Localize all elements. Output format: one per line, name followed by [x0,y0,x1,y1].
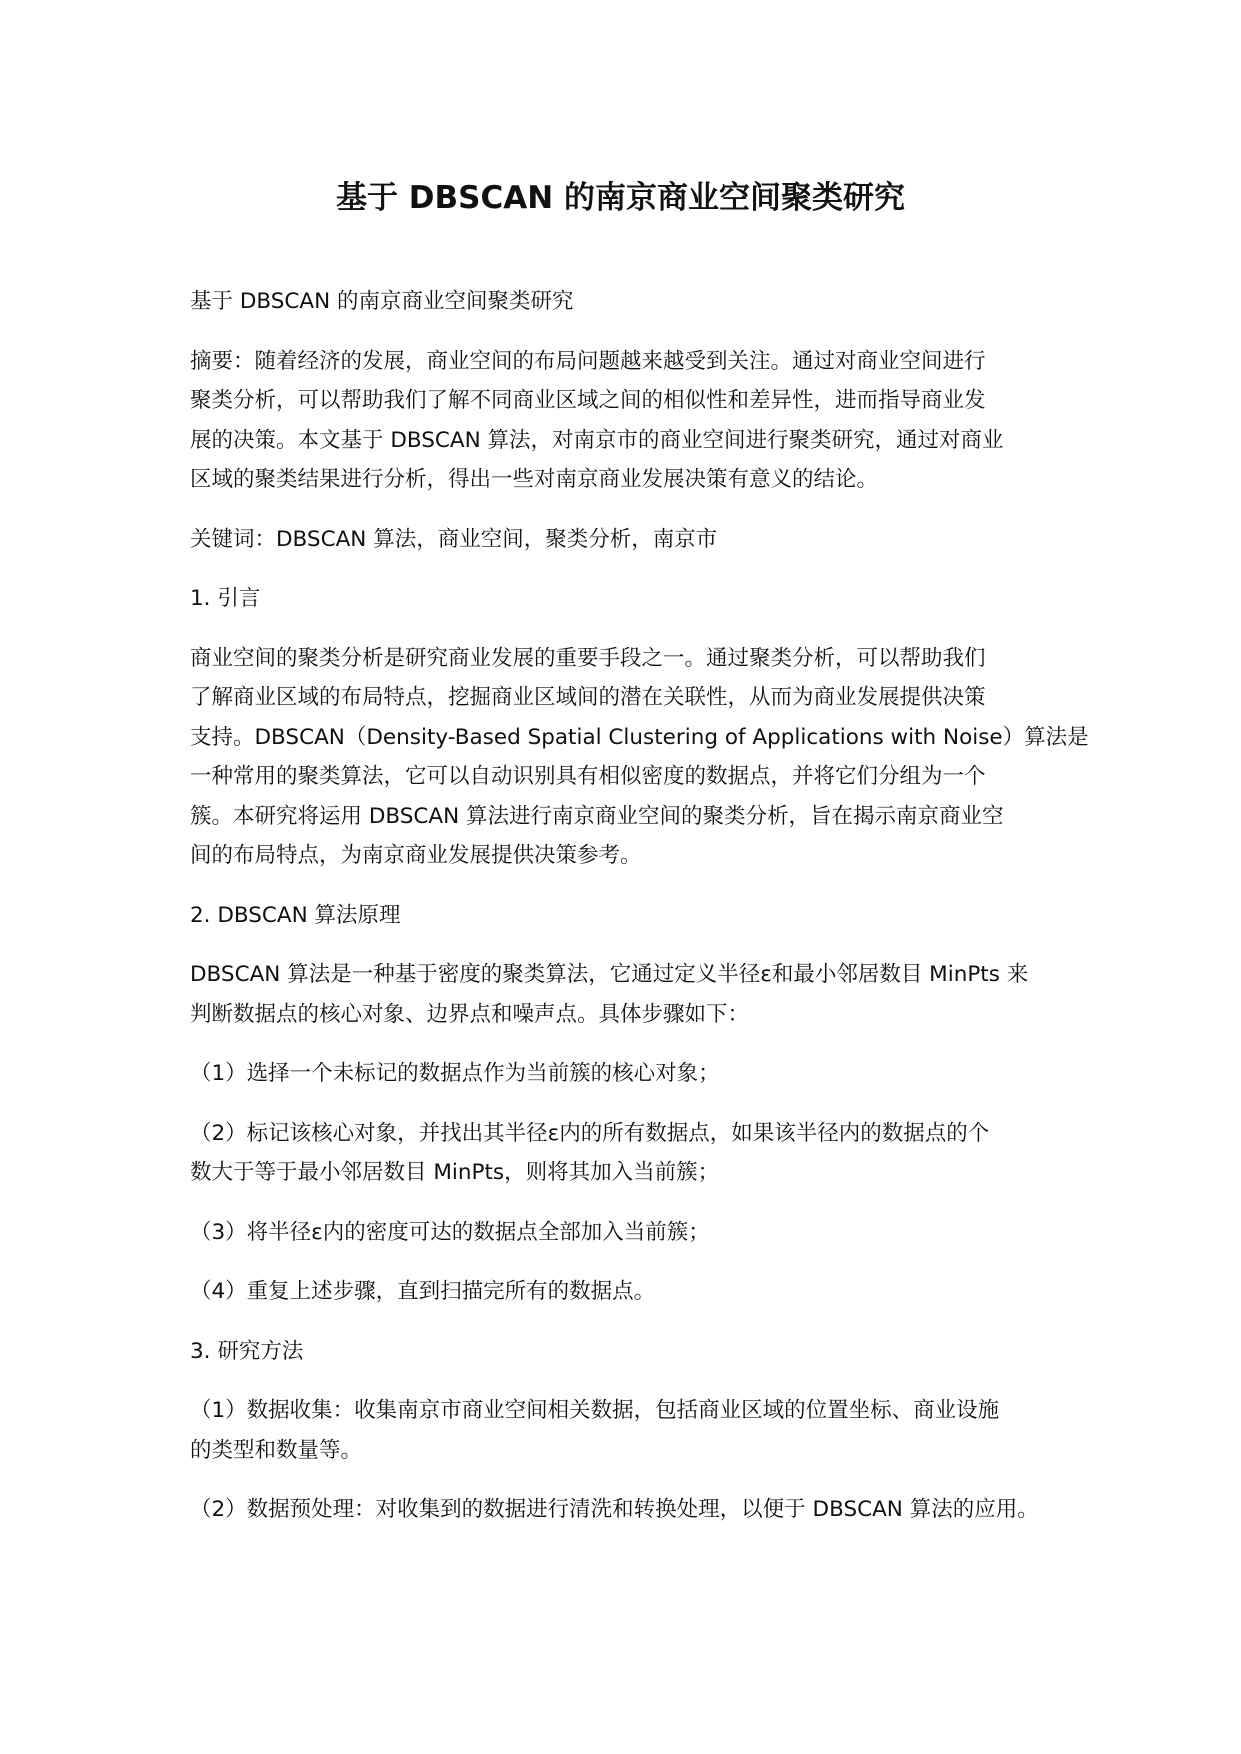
algorithm-step-2-line: （2）标记该核心对象，并找出其半径ε内的所有数据点，如果该半径内的数据点的个 [190,1120,990,1146]
document-body [190,282,1089,1550]
introduction-paragraph [190,639,1089,876]
introduction-line: 商业空间的聚类分析是研究商业发展的重要手段之一。通过聚类分析，可以帮助我们 [190,645,986,671]
introduction-line: 支持。DBSCAN（Density-Based Spatial Clustering of Applications with Noise）算法是 [190,724,1089,750]
document-title: 基于 DBSCAN 的南京商业空间聚类研究 [336,180,905,216]
abstract-line: 摘要：随着经济的发展，商业空间的布局问题越来越受到关注。通过对商业空间进行 [190,348,986,374]
keywords-paragraph: 关键词：DBSCAN 算法，商业空间，聚类分析，南京市 [190,526,718,552]
introduction-line: 一种常用的聚类算法，它可以自动识别具有相似密度的数据点，并将它们分组为一个 [190,764,986,789]
method-item-1-line: （1）数据收集：收集南京市商业空间相关数据，包括商业区域的位置坐标、商业设施 [190,1398,1000,1423]
algorithm-step-3: （3）将半径ε内的密度可达的数据点全部加入当前簇； [190,1219,710,1245]
introduction-line: 了解商业区域的布局特点，挖掘商业区域间的潜在关联性，从而为商业发展提供决策 [190,685,986,710]
section-heading-introduction: 1. 引言 [190,586,261,611]
introduction-line: 簇。本研究将运用 DBSCAN 算法进行南京商业空间的聚类分析，旨在揭示南京商业空 [190,803,1004,829]
abstract-line: 聚类分析，可以帮助我们了解不同商业区域之间的相似性和差异性，进而指导商业发 [190,388,986,413]
method-item-2: （2）数据预处理：对收集到的数据进行清洗和转换处理，以便于 DBSCAN 算法的应用。 [190,1497,1039,1522]
subtitle-paragraph: 基于 DBSCAN 的南京商业空间聚类研究 [190,289,574,314]
abstract-line: 区域的聚类结果进行分析，得出一些对南京商业发展决策有意义的结论。 [190,467,879,492]
algorithm-step-2-line: 数大于等于最小邻居数目 MinPts，则将其加入当前簇； [190,1160,720,1185]
algorithm-step-1: （1）选择一个未标记的数据点作为当前簇的核心对象； [190,1061,720,1086]
algorithm-step-2 [190,1114,1060,1193]
algorithm-intro-line: DBSCAN 算法是一种基于密度的聚类算法，它通过定义半径ε和最小邻居数目 MinPts 来 [190,962,1029,987]
algorithm-step-4: （4）重复上述步骤，直到扫描完所有的数据点。 [190,1279,656,1304]
abstract-line: 展的决策。本文基于 DBSCAN 算法，对南京市的商业空间进行聚类研究，通过对商业 [190,427,1004,453]
section-heading-method: 3. 研究方法 [190,1338,304,1364]
introduction-line: 间的布局特点，为南京商业发展提供决策参考。 [190,843,642,868]
abstract-paragraph [190,342,1060,500]
method-item-1 [190,1391,1060,1470]
algorithm-intro-line: 判断数据点的核心对象、边界点和噪声点。具体步骤如下： [190,1001,750,1027]
section-heading-algorithm: 2. DBSCAN 算法原理 [190,902,401,928]
method-item-1-line: 的类型和数量等。 [190,1437,363,1463]
algorithm-intro-paragraph [190,955,1060,1034]
